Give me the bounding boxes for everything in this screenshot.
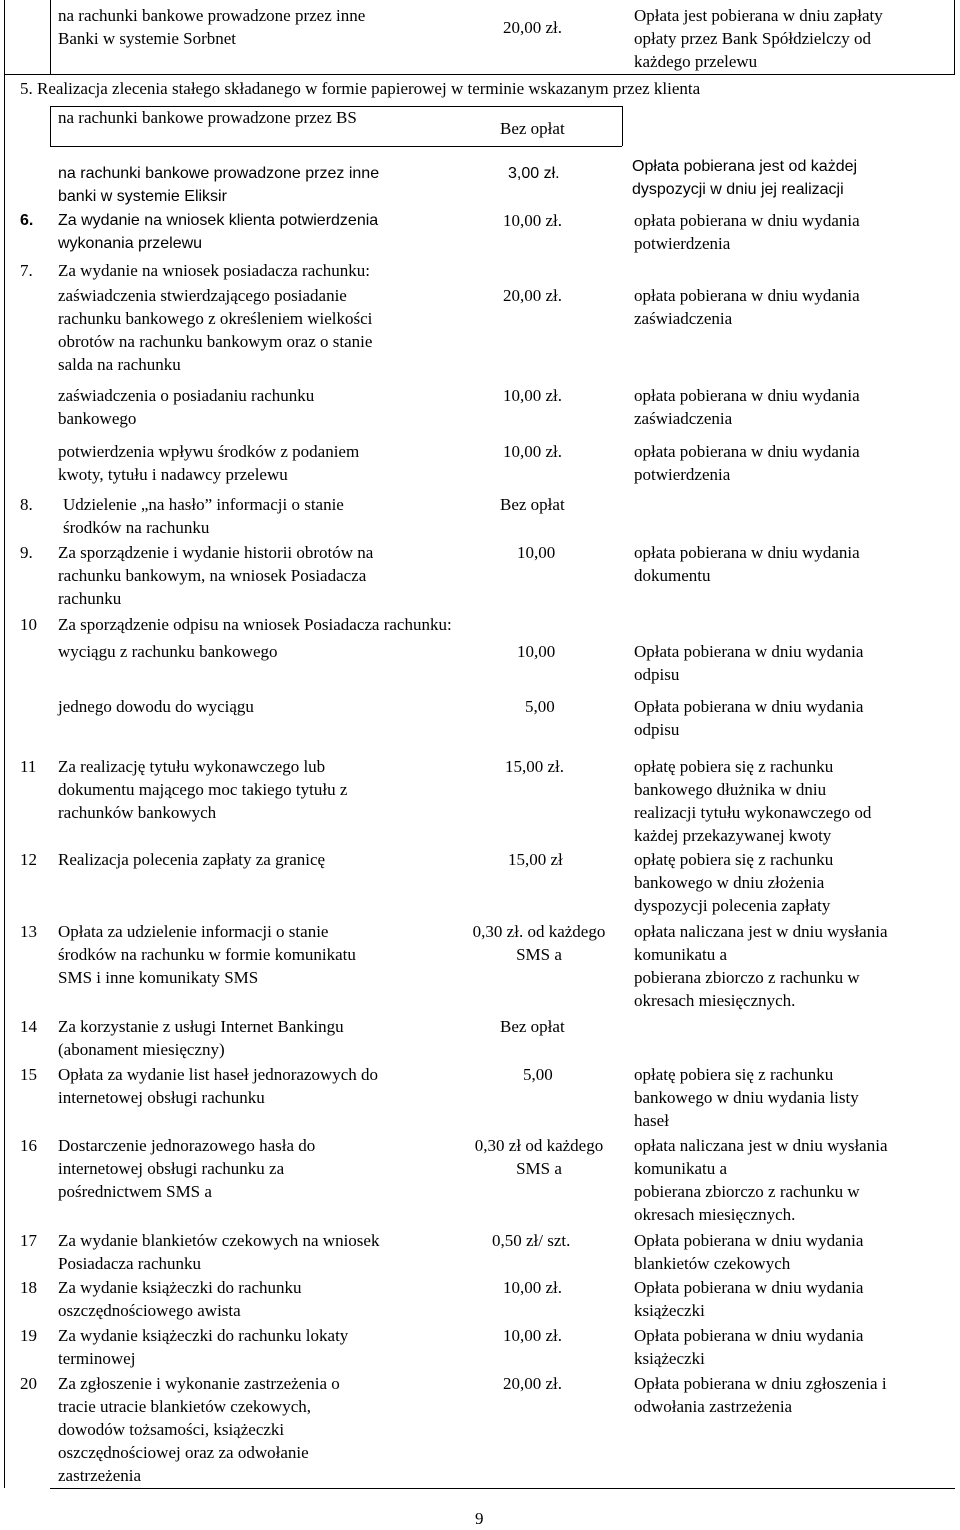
row-15-number: 15 xyxy=(20,1065,37,1084)
row-20-description: Za zgłoszenie i wykonanie zastrzeżenia o tracie utracie blankietów czekowych, dowodów tożsamości, książeczki oszczędnościowej oraz za odwołanie zastrzeżenia xyxy=(58,1374,340,1485)
row-14-fee: Bez opłat xyxy=(500,1017,565,1036)
table-right-border xyxy=(954,0,955,74)
table-bottom-border xyxy=(50,1488,955,1489)
row-9-description: Za sporządzenie i wydanie historii obrotów na rachunku bankowym, na wniosek Posiadacza rachunku xyxy=(58,543,374,608)
row-6-fee: 10,00 zł. xyxy=(503,211,563,230)
row-6-number: 6. xyxy=(20,212,34,229)
row-20-note: Opłata pobierana w dniu zgłoszenia i odwołania zastrzeżenia xyxy=(634,1374,887,1416)
table-inner-border xyxy=(622,106,623,146)
row-5b-description: na rachunki bankowe prowadzone przez inne banki w systemie Eliksir xyxy=(58,165,380,205)
row-12-note: opłatę pobiera się z rachunku bankowego w dniu złożenia dyspozycji polecenia zapłaty xyxy=(634,850,834,915)
row-5b-note: Opłata pobierana jest od każdej dyspozycji w dniu jej realizacji xyxy=(632,158,858,198)
table-row-divider xyxy=(50,146,622,147)
row-19-note: Opłata pobierana w dniu wydania książeczki xyxy=(634,1326,864,1368)
row-10-number: 10 xyxy=(20,615,37,634)
row-10a-note: Opłata pobierana w dniu wydania odpisu xyxy=(634,642,864,684)
row-11-description: Za realizację tytułu wykonawczego lub dokumentu mającego moc takiego tytułu z rachunków bankowych xyxy=(58,757,348,822)
row-11-fee: 15,00 zł. xyxy=(505,757,565,776)
row-7a-description: zaświadczenia stwierdzającego posiadanie rachunku bankowego z określeniem wielkości obrotów na rachunku bankowym oraz o stanie salda na rachunku xyxy=(58,286,373,374)
row-4-note: Opłata jest pobierana w dniu zapłaty opłaty przez Bank Spółdzielczy od każdego przelewu xyxy=(634,6,883,71)
row-11-number: 11 xyxy=(20,757,37,776)
row-7c-fee: 10,00 zł. xyxy=(503,442,563,461)
row-7c-note: opłata pobierana w dniu wydania potwierdzenia xyxy=(634,442,860,484)
row-10b-fee: 5,00 xyxy=(525,697,555,716)
row-13-fee: 0,30 zł. od każdego SMS a xyxy=(472,922,606,964)
row-8-number: 8. xyxy=(20,495,33,514)
row-12-fee: 15,00 zł xyxy=(508,850,563,869)
row-7a-fee: 20,00 zł. xyxy=(503,286,563,305)
row-10a-description: wyciągu z rachunku bankowego xyxy=(58,642,278,661)
row-14-number: 14 xyxy=(20,1017,37,1036)
row-8-description: Udzielenie „na hasło” informacji o stanie środków na rachunku xyxy=(63,495,344,537)
row-7a-note: opłata pobierana w dniu wydania zaświadczenia xyxy=(634,286,860,328)
row-13-number: 13 xyxy=(20,922,37,941)
row-5b-fee: 3,00 zł. xyxy=(508,165,560,182)
row-18-note: Opłata pobierana w dniu wydania książeczki xyxy=(634,1278,864,1320)
row-7b-description: zaświadczenia o posiadaniu rachunku bankowego xyxy=(58,386,315,428)
row-5a-description: na rachunki bankowe prowadzone przez BS xyxy=(58,108,357,127)
row-4-description: na rachunki bankowe prowadzone przez inne Banki w systemie Sorbnet xyxy=(58,6,366,48)
row-18-description: Za wydanie książeczki do rachunku oszczędnościowego awista xyxy=(58,1278,302,1320)
row-18-number: 18 xyxy=(20,1278,37,1297)
table-row-divider xyxy=(4,74,955,75)
row-15-fee: 5,00 xyxy=(523,1065,553,1084)
row-7c-description: potwierdzenia wpływu środków z podaniem kwoty, tytułu i nadawcy przelewu xyxy=(58,442,360,484)
row-9-note: opłata pobierana w dniu wydania dokumentu xyxy=(634,543,860,585)
row-17-description: Za wydanie blankietów czekowych na wniosek Posiadacza rachunku xyxy=(58,1231,380,1273)
row-17-note: Opłata pobierana w dniu wydania blankietów czekowych xyxy=(634,1231,864,1273)
row-15-description: Opłata za wydanie list haseł jednorazowych do internetowej obsługi rachunku xyxy=(58,1065,379,1107)
row-13-description: Opłata za udzielenie informacji o stanie środków na rachunku w formie komunikatu SMS i inne komunikaty SMS xyxy=(58,922,356,987)
row-9-fee: 10,00 xyxy=(517,543,556,562)
row-20-number: 20 xyxy=(20,1374,37,1393)
row-16-note: opłata naliczana jest w dniu wysłania komunikatu a pobierana zbiorczo z rachunku w okresach miesięcznych. xyxy=(634,1136,888,1224)
row-19-description: Za wydanie książeczki do rachunku lokaty terminowej xyxy=(58,1326,349,1368)
row-13-note: opłata naliczana jest w dniu wysłania komunikatu a pobierana zbiorczo z rachunku w okresach miesięcznych. xyxy=(634,922,888,1010)
table-left-border xyxy=(4,0,5,1488)
row-9-number: 9. xyxy=(20,543,33,562)
row-10a-fee: 10,00 xyxy=(517,642,556,661)
row-19-number: 19 xyxy=(20,1326,37,1345)
table-inner-border xyxy=(50,106,51,146)
row-15-note: opłatę pobiera się z rachunku bankowego w dniu wydania listy haseł xyxy=(634,1065,859,1130)
row-4-fee: 20,00 zł. xyxy=(503,18,563,37)
row-19-fee: 10,00 zł. xyxy=(503,1326,563,1345)
row-14-description: Za korzystanie z usługi Internet Bankingu (abonament miesięczny) xyxy=(58,1017,344,1059)
row-10b-description: jednego dowodu do wyciągu xyxy=(58,697,254,716)
row-5-title: 5. Realizacja zlecenia stałego składanego w formie papierowej w terminie wskazanym przez klienta xyxy=(20,79,701,98)
row-7b-note: opłata pobierana w dniu wydania zaświadczenia xyxy=(634,386,860,428)
row-16-description: Dostarczenie jednorazowego hasła do internetowej obsługi rachunku za pośrednictwem SMS a xyxy=(58,1136,316,1201)
row-7-number: 7. xyxy=(20,261,33,280)
row-5a-fee: Bez opłat xyxy=(500,119,565,138)
row-6-note: opłata pobierana w dniu wydania potwierdzenia xyxy=(634,211,860,253)
row-7-title: Za wydanie na wniosek posiadacza rachunku: xyxy=(58,261,371,280)
row-8-fee: Bez opłat xyxy=(500,495,565,514)
row-17-fee: 0,50 zł/ szt. xyxy=(492,1231,571,1250)
row-12-description: Realizacja polecenia zapłaty za granicę xyxy=(58,850,326,869)
table-inner-border xyxy=(50,0,51,74)
row-16-number: 16 xyxy=(20,1136,37,1155)
row-11-note: opłatę pobiera się z rachunku bankowego dłużnika w dniu realizacji tytułu wykonawczego od każdej przekazywanej kwoty xyxy=(634,757,872,845)
row-10b-note: Opłata pobierana w dniu wydania odpisu xyxy=(634,697,864,739)
row-20-fee: 20,00 zł. xyxy=(503,1374,563,1393)
row-16-fee: 0,30 zł od każdego SMS a xyxy=(474,1136,604,1178)
row-12-number: 12 xyxy=(20,850,37,869)
row-6-description: Za wydanie na wniosek klienta potwierdzenia wykonania przelewu xyxy=(58,212,379,252)
page-number: 9 xyxy=(475,1509,484,1528)
row-18-fee: 10,00 zł. xyxy=(503,1278,563,1297)
row-10-title: Za sporządzenie odpisu na wniosek Posiadacza rachunku: xyxy=(58,615,452,634)
row-17-number: 17 xyxy=(20,1231,37,1250)
row-7b-fee: 10,00 zł. xyxy=(503,386,563,405)
